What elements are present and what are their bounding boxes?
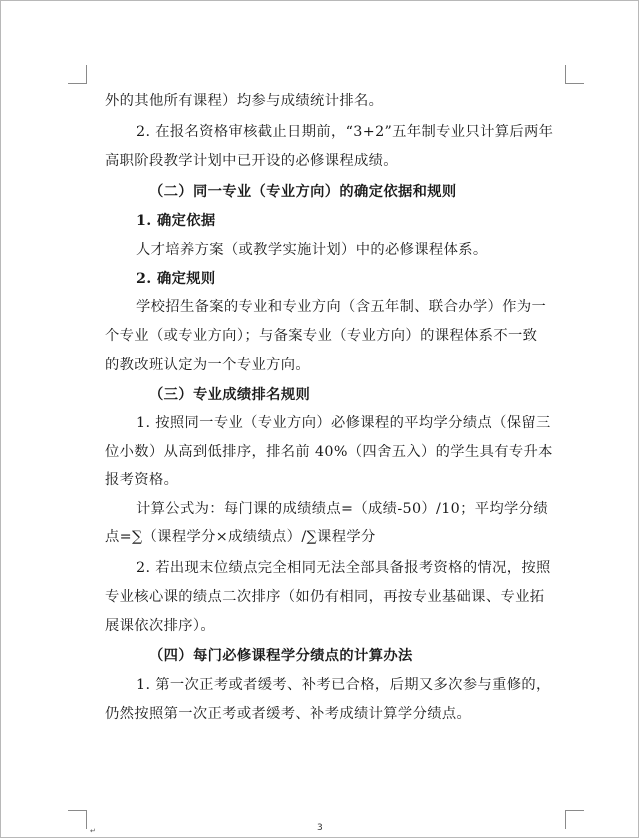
- formula-line: 点=∑（课程学分×成绩绩点）/∑课程学分: [105, 529, 376, 545]
- body-text-line: 仍然按照第一次正考或者缓考、补考成绩计算学分绩点。: [105, 706, 472, 722]
- page-number: 3: [317, 823, 323, 833]
- body-text-line: 人才培养方案（或教学实施计划）中的必修课程体系。: [136, 242, 488, 258]
- subsection-heading: 1. 确定依据: [136, 213, 216, 229]
- body-text-line: 1. 第一次正考或者缓考、补考已合格，后期又多次参与重修的，: [136, 677, 551, 693]
- section-heading: （二）同一专业（专业方向）的确定依据和规则: [149, 184, 457, 200]
- crop-mark-bottom-right: [565, 810, 584, 829]
- crop-mark-top-left: [68, 65, 87, 84]
- body-text-line: 报考资格。: [105, 472, 179, 488]
- paragraph-mark: ↵: [90, 827, 96, 835]
- body-text-line: 2. 若出现末位绩点完全相同无法全部具备报考资格的情况，按照: [136, 560, 551, 576]
- crop-mark-bottom-left: [68, 810, 87, 829]
- body-text-line: 展课依次排序）。: [105, 618, 216, 634]
- body-text-line: 位小数）从高到低排序，排名前 40%（四舍五入）的学生具有专升本: [105, 444, 553, 460]
- section-heading: （四）每门必修课程学分绩点的计算办法: [149, 648, 413, 664]
- body-text-line: 学校招生备案的专业和专业方向（含五年制、联合办学）作为一: [136, 299, 547, 315]
- formula-line: 计算公式为：每门课的成绩绩点=（成绩-50）/10；平均学分绩: [136, 501, 548, 517]
- body-text-line: 2. 在报名资格审核截止日期前，“3+2”五年制专业只计算后两年: [136, 124, 554, 140]
- body-text-line: 外的其他所有课程）均参与成绩统计排名。: [105, 93, 384, 109]
- body-text-line: 专业核心课的绩点二次排序（如仍有相同，再按专业基础课、专业拓: [105, 589, 545, 605]
- crop-mark-top-right: [565, 65, 584, 84]
- section-heading: （三）专业成绩排名规则: [149, 387, 311, 403]
- body-text-line: 1. 按照同一专业（专业方向）必修课程的平均学分绩点（保留三: [136, 415, 551, 431]
- body-text-line: 的教改班认定为一个专业方向。: [105, 357, 311, 373]
- body-text-line: 高职阶段教学计划中已开设的必修课程成绩。: [105, 153, 398, 169]
- body-text-line: 个专业（或专业方向）；与备案专业（专业方向）的课程体系不一致: [105, 328, 538, 344]
- subsection-heading: 2. 确定规则: [136, 271, 216, 287]
